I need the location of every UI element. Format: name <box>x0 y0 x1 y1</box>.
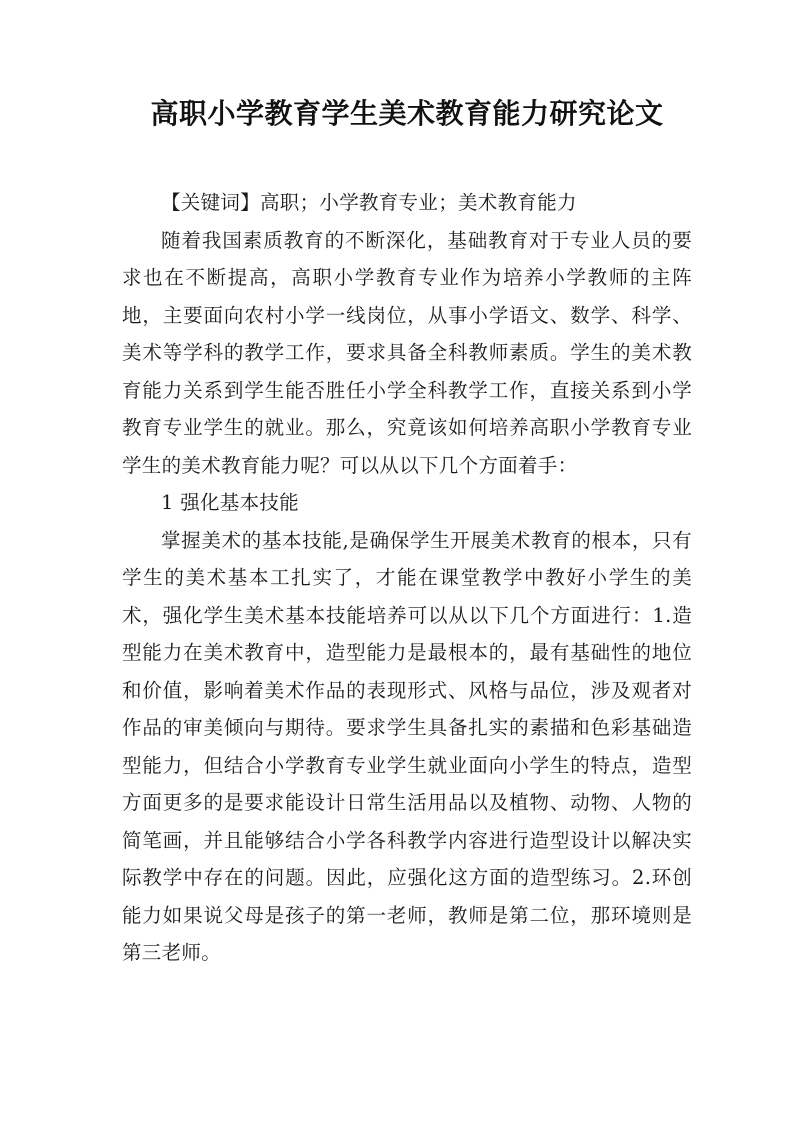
intro-paragraph: 随着我国素质教育的不断深化，基础教育对于专业人员的要求也在不断提高，高职小学教育专业作为培养小学教师的主阵地，主要面向农村小学一线岗位，从事小学语文、数学、科学、美术等学科的教学工作，要求具备全科教师素质。学生的美术教育能力关系到学生能否胜任小学全科教学工作，直接关系到小学教育专业学生的就业。那么，究竟该如何培养高职小学教育专业学生的美术教育能力呢？可以从以下几个方面着手： <box>122 228 692 477</box>
keywords-line: 【关键词】高职；小学教育专业；美术教育能力 <box>161 191 577 214</box>
section-heading: 1 强化基本技能 <box>161 491 300 514</box>
document-body <box>122 184 692 972</box>
section-paragraph: 掌握美术的基本技能,是确保学生开展美术教育的根本，只有学生的美术基本工扎实了，才能在课堂教学中教好小学生的美术，强化学生美术基本技能培养可以从以下几个方面进行：1.造型能力在美术教育中，造型能力是最根本的，最有基础性的地位和价值，影响着美术作品的表现形式、风格与品位，涉及观者对作品的审美倾向与期待。要求学生具备扎实的素描和色彩基础造型能力，但结合小学教育专业学生就业面向小学生的特点，造型方面更多的是要求能设计日常生活用品以及植物、动物、人物的简笔画，并且能够结合小学各科教学内容进行造型设计以解决实际教学中存在的问题。因此，应强化这方面的造型练习。2.环创能力如果说父母是孩子的第一老师，教师是第二位，那环境则是第三老师。 <box>122 528 692 964</box>
document-title: 高职小学教育学生美术教育能力研究论文 <box>150 97 664 130</box>
